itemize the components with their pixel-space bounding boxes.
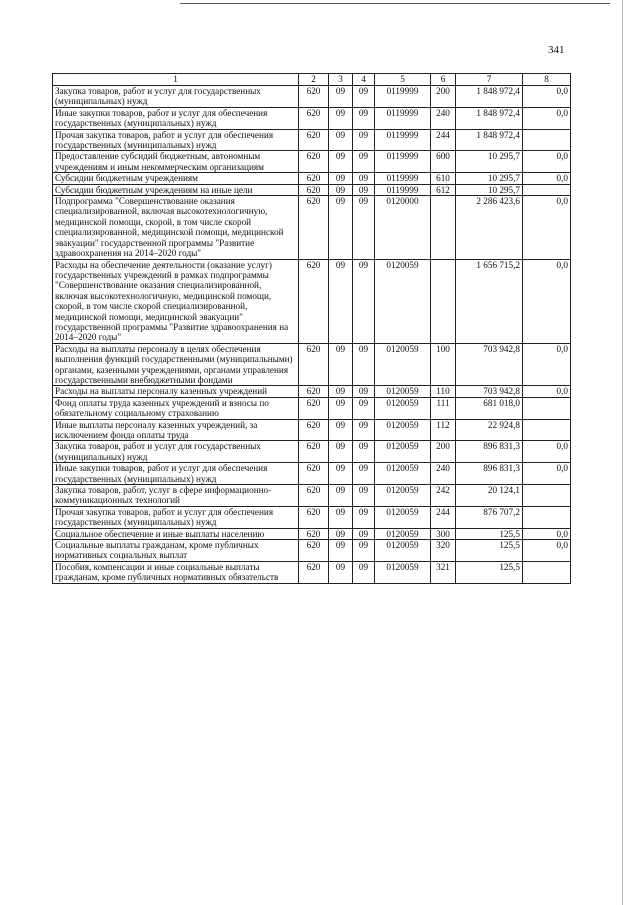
cell-section: 09	[329, 259, 353, 343]
cell-target-code: 0119999	[375, 151, 431, 173]
cell-description: Предоставление субсидий бюджетным, автономным учреждениям и иным некоммерческим организациям	[53, 151, 299, 173]
cell-description: Иные закупки товаров, работ и услуг для обеспечения государственных (муниципальных) нужд	[53, 463, 299, 485]
cell-amount-unspent	[523, 561, 571, 583]
cell-amount: 10 295,7	[456, 173, 523, 184]
cell-ministry: 620	[299, 540, 329, 562]
cell-ministry: 620	[299, 343, 329, 386]
cell-section: 09	[329, 397, 353, 419]
cell-subsection: 09	[353, 528, 375, 539]
cell-section: 09	[329, 386, 353, 397]
cell-subsection: 09	[353, 129, 375, 151]
cell-section: 09	[329, 151, 353, 173]
cell-section: 09	[329, 129, 353, 151]
cell-description: Подпрограмма "Совершенствование оказания специализированной, включая высокотехнологичную, медицинской помощи, скорой, в том числе скорой специализированной, медицинской помощи, медицинской эвакуации" государственной программы "Развитие здравоохранения на 2014–2020 годы"	[53, 196, 299, 259]
cell-ministry: 620	[299, 561, 329, 583]
cell-amount: 1 848 972,4	[456, 129, 523, 151]
cell-amount-unspent	[523, 485, 571, 507]
cell-description: Иные закупки товаров, работ и услуг для обеспечения государственных (муниципальных) нужд	[53, 107, 299, 129]
cell-target-code: 0120059	[375, 528, 431, 539]
cell-ministry: 620	[299, 196, 329, 259]
cell-ministry: 620	[299, 386, 329, 397]
cell-expense-type: 100	[431, 343, 456, 386]
cell-subsection: 09	[353, 173, 375, 184]
cell-subsection: 09	[353, 259, 375, 343]
cell-amount-unspent: 0,0	[523, 463, 571, 485]
cell-expense-type: 244	[431, 129, 456, 151]
header-cell: 8	[523, 74, 571, 86]
cell-description: Прочая закупка товаров, работ и услуг для обеспечения государственных (муниципальных) нужд	[53, 129, 299, 151]
cell-section: 09	[329, 173, 353, 184]
cell-subsection: 09	[353, 196, 375, 259]
cell-expense-type: 612	[431, 184, 456, 195]
header-cell: 2	[299, 74, 329, 86]
cell-description: Субсидии бюджетным учреждениям	[53, 173, 299, 184]
cell-amount: 22 924,8	[456, 419, 523, 441]
cell-target-code: 0120059	[375, 463, 431, 485]
cell-amount: 2 286 423,6	[456, 196, 523, 259]
cell-amount: 896 831,3	[456, 463, 523, 485]
cell-amount: 703 942,8	[456, 386, 523, 397]
cell-amount-unspent: 0,0	[523, 343, 571, 386]
table-body	[53, 74, 571, 584]
cell-amount-unspent: 0,0	[523, 528, 571, 539]
cell-target-code: 0120059	[375, 485, 431, 507]
cell-section: 09	[329, 343, 353, 386]
cell-section: 09	[329, 441, 353, 463]
cell-amount: 1 656 715,2	[456, 259, 523, 343]
table-row	[53, 419, 571, 441]
table-header-row	[53, 74, 571, 86]
table-row	[53, 259, 571, 343]
page-number: 341	[548, 44, 565, 56]
cell-subsection: 09	[353, 86, 375, 108]
table-row	[53, 151, 571, 173]
table-row	[53, 540, 571, 562]
cell-amount: 681 018,0	[456, 397, 523, 419]
cell-description: Прочая закупка товаров, работ и услуг для обеспечения государственных (муниципальных) нужд	[53, 506, 299, 528]
cell-amount: 20 124,1	[456, 485, 523, 507]
cell-subsection: 09	[353, 397, 375, 419]
cell-section: 09	[329, 463, 353, 485]
table-row	[53, 441, 571, 463]
cell-amount-unspent	[523, 129, 571, 151]
cell-ministry: 620	[299, 151, 329, 173]
scan-artifact-right	[622, 0, 623, 905]
cell-ministry: 620	[299, 86, 329, 108]
cell-expense-type	[431, 259, 456, 343]
cell-amount-unspent: 0,0	[523, 259, 571, 343]
cell-expense-type	[431, 196, 456, 259]
table-row	[53, 129, 571, 151]
cell-expense-type: 110	[431, 386, 456, 397]
cell-subsection: 09	[353, 419, 375, 441]
cell-ministry: 620	[299, 485, 329, 507]
cell-expense-type: 240	[431, 107, 456, 129]
cell-section: 09	[329, 561, 353, 583]
cell-ministry: 620	[299, 129, 329, 151]
table-row	[53, 184, 571, 195]
cell-target-code: 0120059	[375, 540, 431, 562]
cell-section: 09	[329, 196, 353, 259]
cell-expense-type: 320	[431, 540, 456, 562]
cell-amount: 876 707,2	[456, 506, 523, 528]
cell-amount: 125,5	[456, 561, 523, 583]
cell-description: Закупка товаров, работ и услуг для государственных (муниципальных) нужд	[53, 86, 299, 108]
cell-target-code: 0120059	[375, 397, 431, 419]
table-row	[53, 485, 571, 507]
cell-subsection: 09	[353, 485, 375, 507]
cell-expense-type: 600	[431, 151, 456, 173]
cell-expense-type: 112	[431, 419, 456, 441]
cell-subsection: 09	[353, 561, 375, 583]
cell-target-code: 0120059	[375, 441, 431, 463]
cell-ministry: 620	[299, 397, 329, 419]
cell-amount: 703 942,8	[456, 343, 523, 386]
cell-description: Расходы на обеспечение деятельности (оказание услуг) государственных учреждений в рамках подпрограммы "Совершенствование оказания специализированной, включая высокотехнологичную, медицинской помощи, скорой, в том числе скорой специализированной, медицинской помощи, медицинской эвакуации" государственной программы "Развитие здравоохранения на 2014–2020 годы"	[53, 259, 299, 343]
table-row	[53, 397, 571, 419]
cell-target-code: 0120059	[375, 561, 431, 583]
cell-description: Расходы на выплаты персоналу в целях обеспечения выполнения функций государственными (муниципальными) органами, казенными учреждениями, органами управления государственными внебюджетными фондами	[53, 343, 299, 386]
cell-amount-unspent: 0,0	[523, 441, 571, 463]
cell-target-code: 0120059	[375, 386, 431, 397]
cell-section: 09	[329, 184, 353, 195]
cell-amount-unspent	[523, 397, 571, 419]
cell-subsection: 09	[353, 386, 375, 397]
cell-section: 09	[329, 540, 353, 562]
cell-subsection: 09	[353, 107, 375, 129]
cell-section: 09	[329, 86, 353, 108]
table-row	[53, 463, 571, 485]
cell-subsection: 09	[353, 540, 375, 562]
cell-expense-type: 200	[431, 86, 456, 108]
cell-expense-type: 240	[431, 463, 456, 485]
cell-amount-unspent	[523, 184, 571, 195]
cell-target-code: 0120000	[375, 196, 431, 259]
header-cell: 1	[53, 74, 299, 86]
cell-ministry: 620	[299, 441, 329, 463]
header-cell: 4	[353, 74, 375, 86]
cell-amount-unspent: 0,0	[523, 86, 571, 108]
header-cell: 7	[456, 74, 523, 86]
table-row	[53, 107, 571, 129]
header-cell: 6	[431, 74, 456, 86]
cell-subsection: 09	[353, 506, 375, 528]
cell-amount: 1 848 972,4	[456, 107, 523, 129]
cell-subsection: 09	[353, 184, 375, 195]
table-row	[53, 386, 571, 397]
cell-description: Социальные выплаты гражданам, кроме публичных нормативных социальных выплат	[53, 540, 299, 562]
cell-expense-type: 200	[431, 441, 456, 463]
budget-table	[52, 73, 571, 584]
cell-amount-unspent: 0,0	[523, 386, 571, 397]
cell-expense-type: 321	[431, 561, 456, 583]
cell-target-code: 0119999	[375, 86, 431, 108]
table-row	[53, 561, 571, 583]
cell-amount-unspent: 0,0	[523, 196, 571, 259]
cell-description: Субсидии бюджетным учреждениям на иные цели	[53, 184, 299, 195]
cell-amount: 10 295,7	[456, 184, 523, 195]
cell-amount-unspent: 0,0	[523, 540, 571, 562]
cell-ministry: 620	[299, 463, 329, 485]
cell-subsection: 09	[353, 343, 375, 386]
cell-amount: 896 831,3	[456, 441, 523, 463]
cell-description: Пособия, компенсации и иные социальные выплаты гражданам, кроме публичных нормативных обязательств	[53, 561, 299, 583]
header-cell: 3	[329, 74, 353, 86]
cell-amount: 10 295,7	[456, 151, 523, 173]
header-cell: 5	[375, 74, 431, 86]
cell-section: 09	[329, 506, 353, 528]
cell-amount-unspent: 0,0	[523, 151, 571, 173]
cell-target-code: 0119999	[375, 107, 431, 129]
cell-subsection: 09	[353, 463, 375, 485]
cell-subsection: 09	[353, 441, 375, 463]
cell-ministry: 620	[299, 259, 329, 343]
cell-description: Закупка товаров, работ и услуг для государственных (муниципальных) нужд	[53, 441, 299, 463]
cell-amount-unspent	[523, 506, 571, 528]
cell-amount-unspent: 0,0	[523, 107, 571, 129]
cell-section: 09	[329, 528, 353, 539]
cell-target-code: 0119999	[375, 173, 431, 184]
table-row	[53, 506, 571, 528]
cell-expense-type: 244	[431, 506, 456, 528]
cell-expense-type: 610	[431, 173, 456, 184]
cell-target-code: 0120059	[375, 259, 431, 343]
cell-ministry: 620	[299, 419, 329, 441]
table-row	[53, 343, 571, 386]
cell-amount: 125,5	[456, 528, 523, 539]
cell-ministry: 620	[299, 506, 329, 528]
cell-target-code: 0120059	[375, 506, 431, 528]
cell-section: 09	[329, 419, 353, 441]
cell-expense-type: 111	[431, 397, 456, 419]
cell-amount: 1 848 972,4	[456, 86, 523, 108]
cell-ministry: 620	[299, 107, 329, 129]
cell-amount-unspent	[523, 419, 571, 441]
table-row	[53, 173, 571, 184]
cell-subsection: 09	[353, 151, 375, 173]
cell-description: Фонд оплаты труда казенных учреждений и взносы по обязательному социальному страхованию	[53, 397, 299, 419]
table-row	[53, 86, 571, 108]
cell-target-code: 0120059	[375, 343, 431, 386]
cell-amount-unspent: 0,0	[523, 173, 571, 184]
cell-target-code: 0120059	[375, 419, 431, 441]
cell-ministry: 620	[299, 184, 329, 195]
cell-section: 09	[329, 107, 353, 129]
cell-description: Иные выплаты персоналу казенных учреждений, за исключением фонда оплаты труда	[53, 419, 299, 441]
cell-amount: 125,5	[456, 540, 523, 562]
cell-section: 09	[329, 485, 353, 507]
scan-artifact-top	[180, 3, 610, 4]
cell-ministry: 620	[299, 173, 329, 184]
cell-target-code: 0119999	[375, 184, 431, 195]
table-row	[53, 528, 571, 539]
cell-target-code: 0119999	[375, 129, 431, 151]
cell-description: Закупка товаров, работ, услуг в сфере информационно-коммуникационных технологий	[53, 485, 299, 507]
cell-description: Расходы на выплаты персоналу казенных учреждений	[53, 386, 299, 397]
cell-ministry: 620	[299, 528, 329, 539]
cell-expense-type: 300	[431, 528, 456, 539]
cell-expense-type: 242	[431, 485, 456, 507]
cell-description: Социальное обеспечение и иные выплаты населению	[53, 528, 299, 539]
table-row	[53, 196, 571, 259]
